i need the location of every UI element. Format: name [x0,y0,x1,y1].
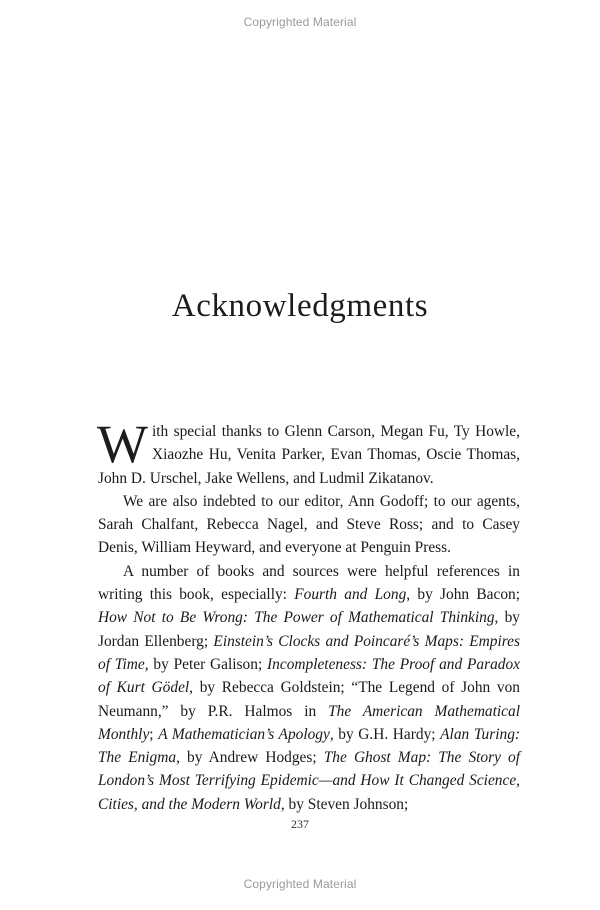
page-number: 237 [291,817,309,831]
copyright-watermark-top: Copyrighted Material [243,15,357,29]
sources-text: A number of books and sources were helpful references in writing this book, especially: [98,562,520,604]
sources-text: , by Peter Galison; [144,655,268,673]
drop-cap: W [97,414,148,474]
sources-text: , by Rebecca Goldstein; “The Legend of John von Neumann,” by P.R. Halmos in [98,679,520,720]
journal-title: The American Mathematical Monthly [98,702,520,743]
paragraph-thanks [97,414,520,490]
sources-text: , by G.H. Hardy; [329,725,441,743]
paragraph-editors-text: We are also indebted to our editor, Ann Godoff; to our agents, Sarah Chalfant, Rebecca Nagel, and Steve Ross; and to Casey Denis, William Heyward, and everyone at Penguin Press. [98,492,520,557]
chapter-heading: Acknowledgments [171,288,429,324]
sources-text: , by Jordan Ellenberg; [98,609,520,650]
book-title: Fourth and Long [294,586,407,604]
book-title: Einstein’s Clocks and Poincaré’s Maps: Empires of Time [98,632,520,673]
book-title: Alan Turing: The Enigma [98,725,521,767]
sources-text: ; [149,725,159,743]
acknowledgments-body [97,414,521,816]
book-title: The Ghost Map: The Story of London’s Most Terrifying Epidemic—and How It Changed Science, Cities, and the Modern World [98,749,520,813]
book-title: Incompleteness: The Proof and Paradox of Kurt Gödel [98,655,520,697]
book-title: A Mathematician’s Apology [158,725,330,743]
paragraph-editors [98,490,520,560]
book-title: How Not to Be Wrong: The Power of Mathematical Thinking [98,609,495,627]
sources-text: , by John Bacon; [406,586,520,604]
paragraph-thanks-text: ith special thanks to Glenn Carson, Megan Fu, Ty Howle, Xiaozhe Hu, Venita Parker, Evan Thomas, Oscie Thomas, John D. Urschel, Jake Wellens, and Ludmil Zikatanov. [98,423,520,487]
sources-text: , by Steven Johnson; [280,795,409,813]
paragraph-sources [98,560,520,816]
copyright-watermark-bottom: Copyrighted Material [243,877,357,891]
sources-text: , by Andrew Hodges; [176,749,324,767]
